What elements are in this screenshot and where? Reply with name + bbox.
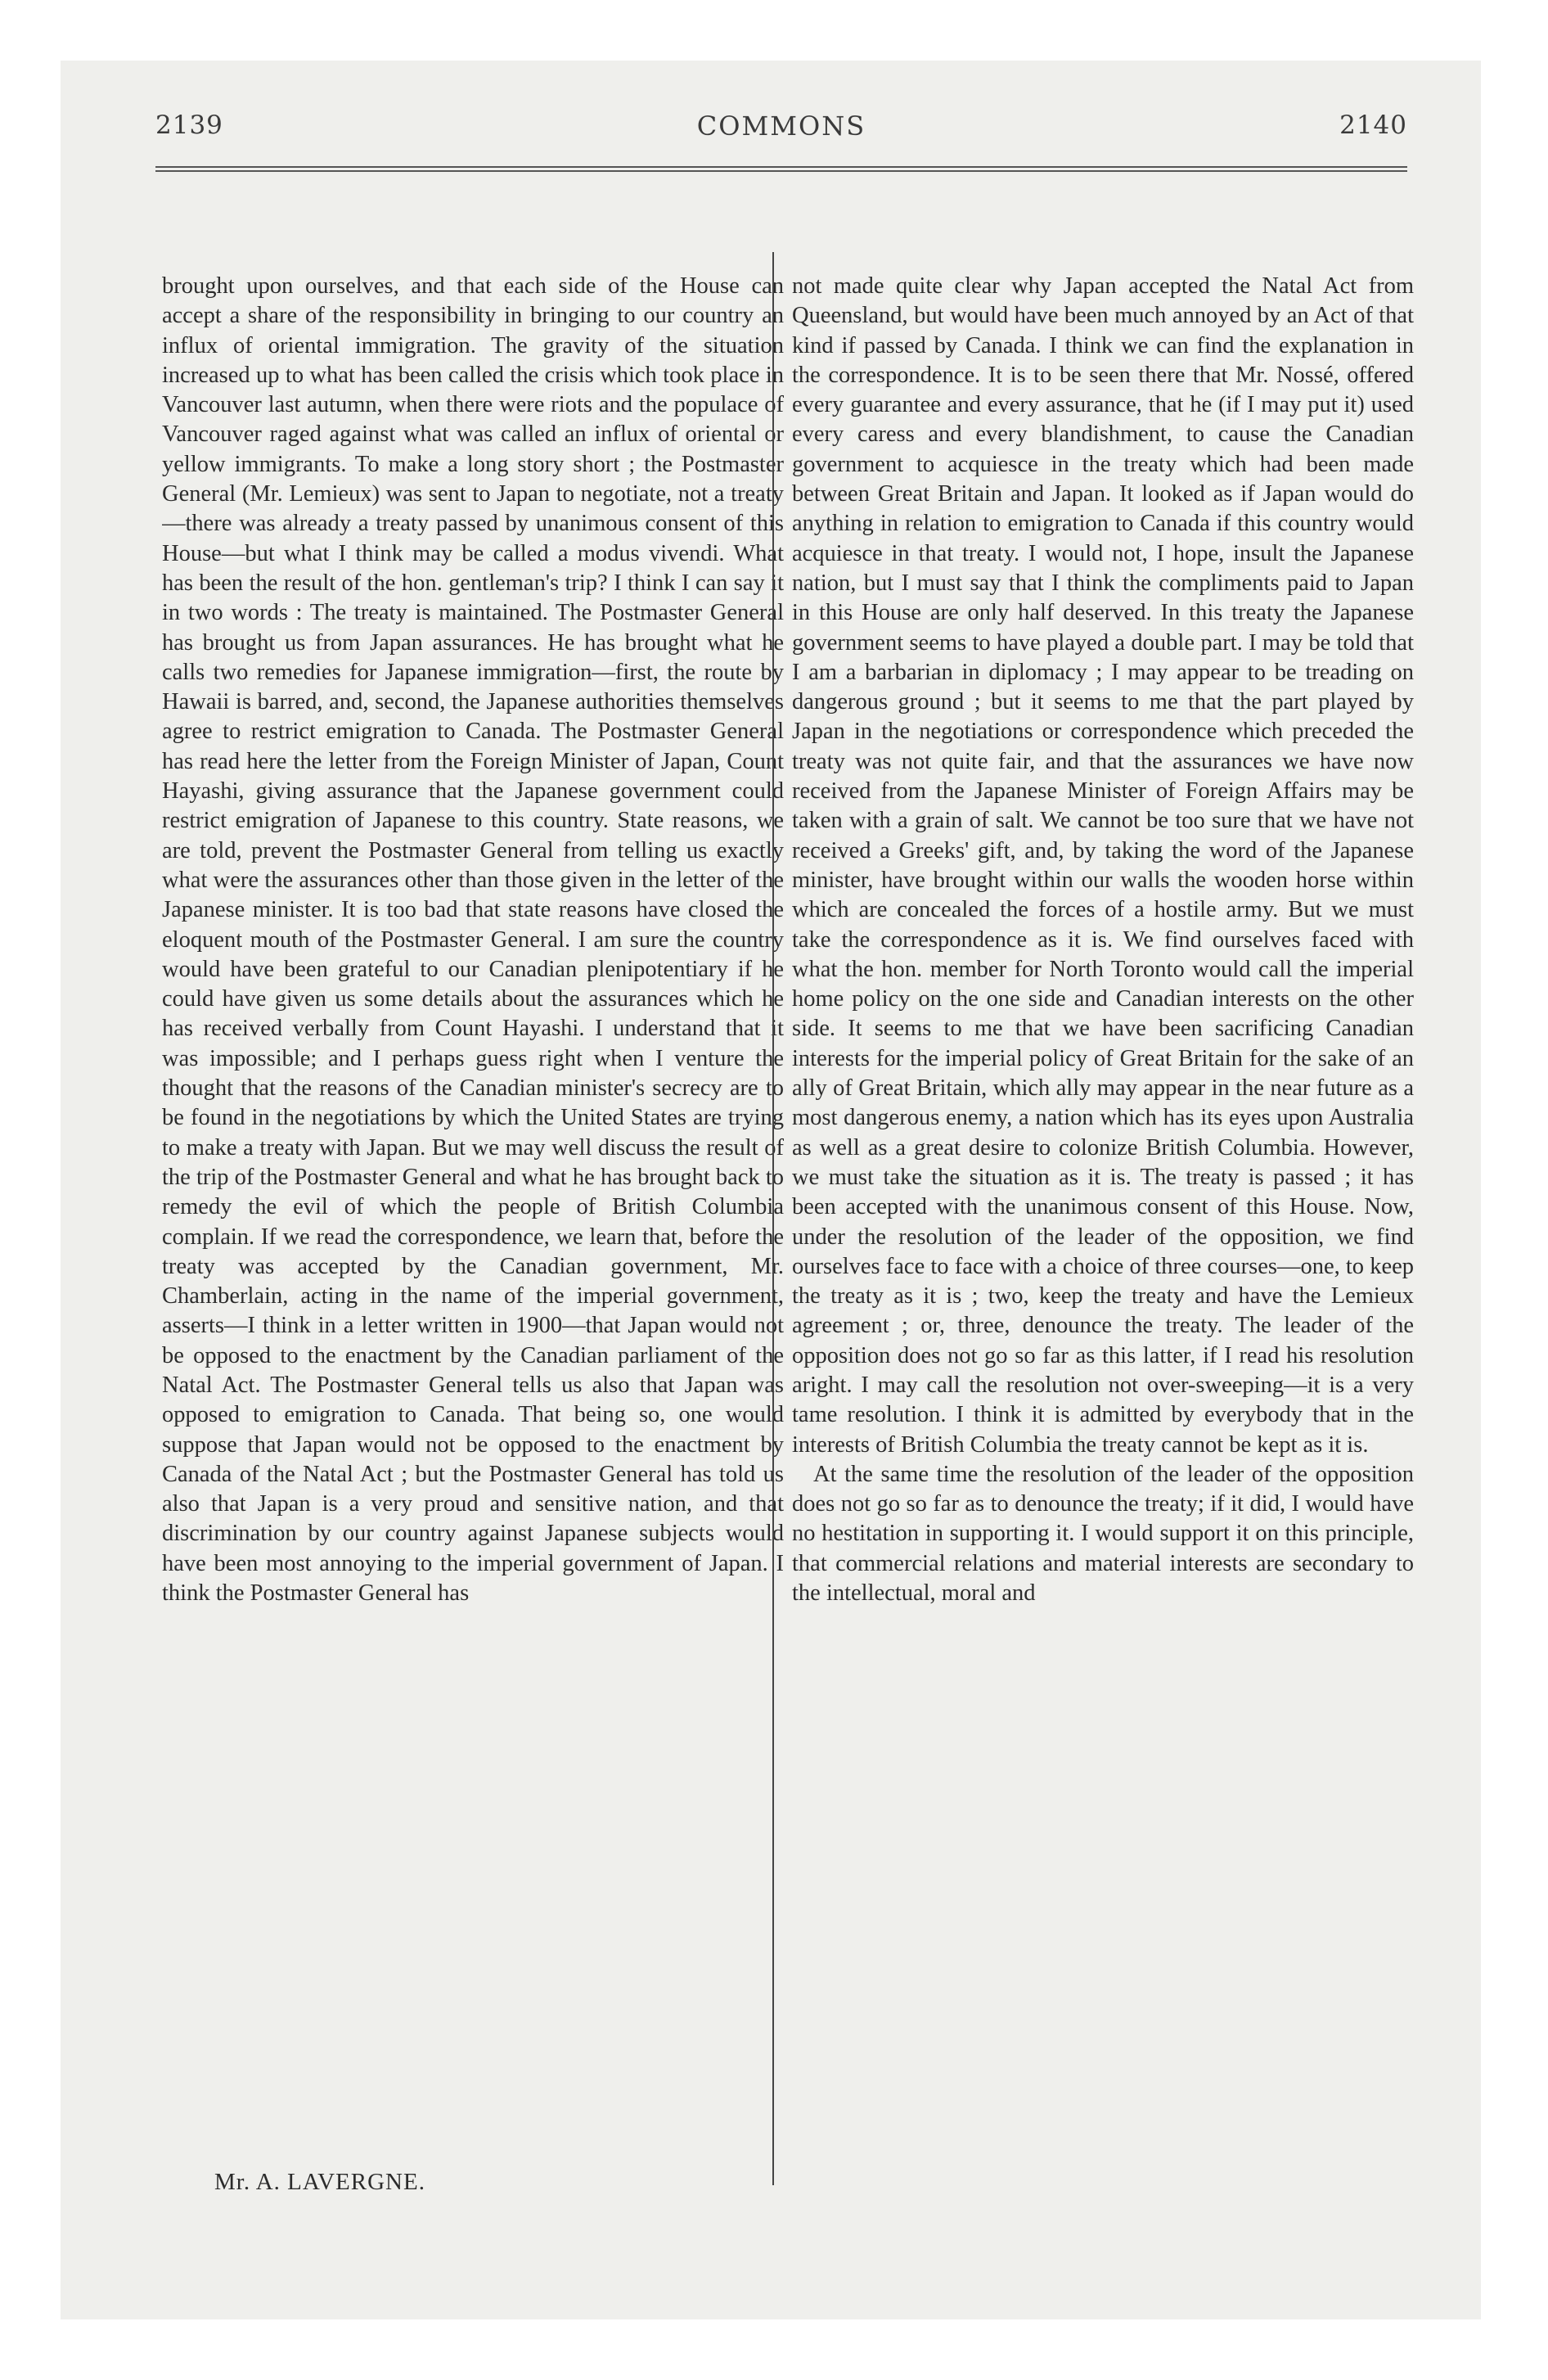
speaker-footer: Mr. A. LAVERGNE. bbox=[214, 2169, 425, 2195]
running-header bbox=[155, 110, 1407, 151]
right-column-paragraph-2: At the same time the resolution of the leader of the opposition does not go so far as to denounce the treaty; if it did, I would have no hestitation in supporting it. I would support it on this principle, that commercial relations and material interests are secondary to the intellectual, moral and bbox=[792, 1461, 1414, 1607]
page-number-left: 2139 bbox=[155, 110, 223, 140]
running-title: COMMONS bbox=[696, 110, 866, 142]
column-divider bbox=[772, 252, 774, 2185]
header-double-rule bbox=[155, 166, 1407, 172]
right-column bbox=[792, 272, 1414, 2179]
left-column-paragraph: brought upon ourselves, and that each side of the House can accept a share of the responsibility in bringing to our country an influx of oriental immigration. The gravity of the situation increased up to what has been called the crisis which took place in Vancouver last autumn, when there were riots and the populace of Vancouver raged against what was called an influx of oriental or yellow immigrants. To make a long story short ; the Postmaster General (Mr. Lemieux) was sent to Japan to negotiate, not a treaty—there was already a treaty passed by unanimous consent of this House—but what I think may be called a modus vivendi. What has been the result of the hon. gentleman's trip? I think I can say it in two words : The treaty is maintained. The Postmaster General has brought us from Japan assurances. He has brought what he calls two remedies for Japanese immigration—first, the route by Hawaii is barred, and, second, the Japanese authorities themselves agree to restrict emigration to Canada. The Postmaster General has read here the letter from the Foreign Minister of Japan, Count Hayashi, giving assurance that the Japanese government could restrict emigration of Japanese to this country. State reasons, we are told, prevent the Postmaster General from telling us exactly what were the assurances other than those given in the letter of the Japanese minister. It is too bad that state reasons have closed the eloquent mouth of the Postmaster General. I am sure the country would have been grateful to our Canadian plenipotentiary if he could have given us some details about the assurances which he has received verbally from Count Hayashi. I understand that it was impossible; and I perhaps guess right when I venture the thought that the reasons of the Canadian minister's secrecy are to be found in the negotiations by which the United States are trying to make a treaty with Japan. But we may well discuss the result of the trip of the Postmaster General and what he has brought back to remedy the evil of which the people of British Columbia complain. If we read the correspondence, we learn that, before the treaty was accepted by the Canadian government, Mr. Chamberlain, acting in the name of the imperial government, asserts—I think in a letter written in 1900—that Japan would not be opposed to the enactment by the Canadian parliament of the Natal Act. The Postmaster General tells us also that Japan was opposed to emigration to Canada. That being so, one would suppose that Japan would not be opposed to the enactment by Canada of the Natal Act ; but the Postmaster General has told us also that Japan is a very proud and sensitive nation, and that discrimination by our country against Japanese subjects would have been most annoying to the imperial government of Japan. I think the Postmaster General has bbox=[162, 273, 784, 1607]
left-column bbox=[162, 272, 784, 2179]
right-column-paragraph-1: not made quite clear why Japan accepted the Natal Act from Queensland, but would have been much annoyed by an Act of that kind if passed by Canada. I think we can find the explanation in the correspondence. It is to be seen there that Mr. Nossé, offered every guarantee and every assurance, that he (if I may put it) used every caress and every blandishment, to cause the Canadian government to acquiesce in the treaty which had been made between Great Britain and Japan. It looked as if Japan would do anything in relation to emigration to Canada if this country would acquiesce in that treaty. I would not, I hope, insult the Japanese nation, but I must say that I think the compliments paid to Japan in this House are only half deserved. In this treaty the Japanese government seems to have played a double part. I may be told that I am a barbarian in diplomacy ; I may appear to be treading on dangerous ground ; but it seems to me that the part played by Japan in the negotiations or correspondence which preceded the treaty was not quite fair, and that the assurances we have now received from the Japanese Minister of Foreign Affairs may be taken with a grain of salt. We cannot be too sure that we have not received a Greeks' gift, and, by taking the word of the Japanese minister, have brought within our walls the wooden horse within which are concealed the forces of a hostile army. But we must take the correspondence as it is. We find ourselves faced with what the hon. member for North Toronto would call the imperial home policy on the one side and Canadian interests on the other side. It seems to me that we have been sacrificing Canadian interests for the imperial policy of Great Britain for the sake of an ally of Great Britain, which ally may appear in the near future as a most dangerous enemy, a nation which has its eyes upon Australia as well as a great desire to colonize British Columbia. However, we must take the situation as it is. The treaty is passed ; it has been accepted with the unanimous consent of this House. Now, under the resolution of the leader of the opposition, we find ourselves face to face with a choice of three courses—one, to keep the treaty as it is ; two, keep the treaty and have the Lemieux agreement ; or, three, denounce the treaty. The leader of the opposition does not go so far as this latter, if I read his resolution aright. I may call the resolution not over-sweeping—it is a very tame resolution. I think it is admitted by everybody that in the interests of British Columbia the treaty cannot be kept as it is. bbox=[792, 273, 1414, 1458]
page-number-right: 2140 bbox=[1339, 110, 1407, 140]
